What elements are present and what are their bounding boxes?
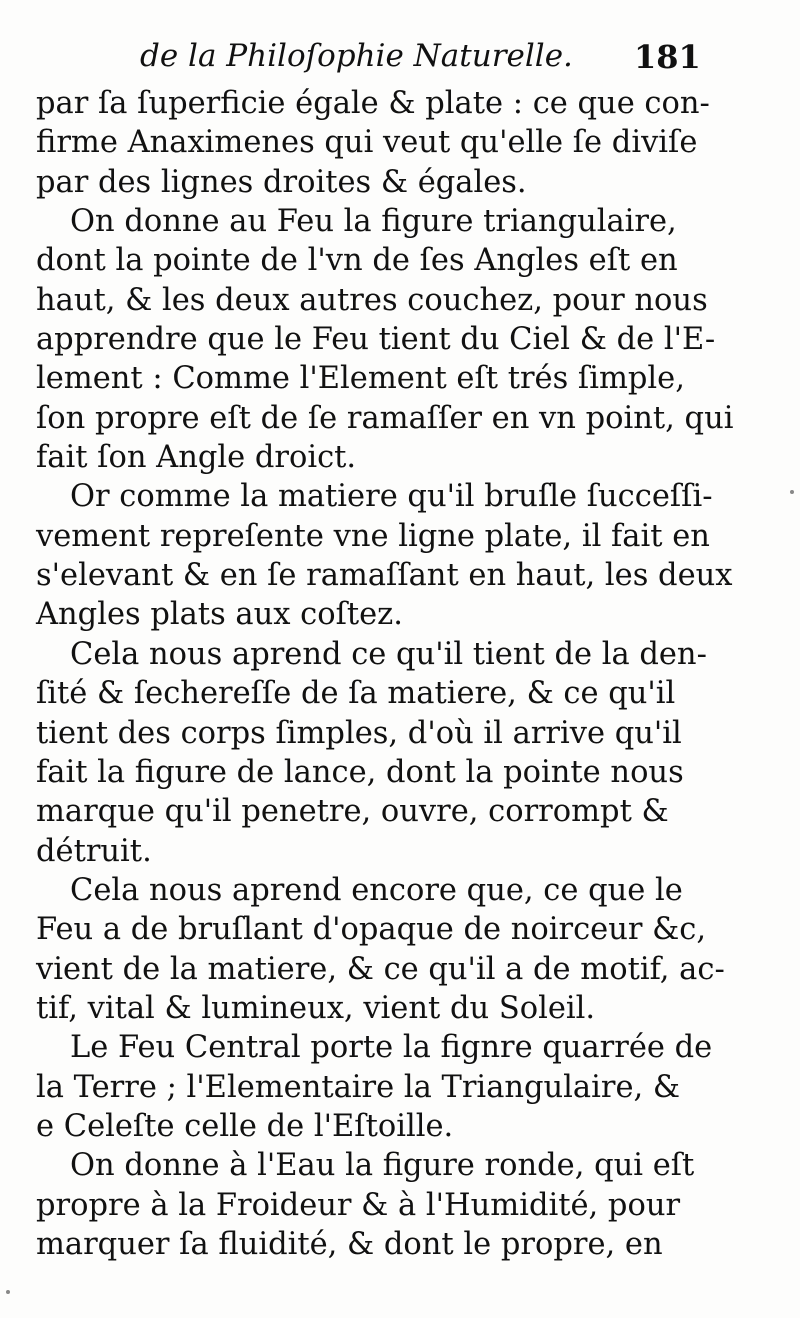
text-line: e Celeſte celle de l'Eſtoille. (36, 1108, 454, 1144)
running-head: de la Philoſophie Naturelle. (140, 38, 573, 74)
paragraph-first-line: Le Feu Central porte la fignre quarrée de (70, 1030, 713, 1066)
text-line: dont la pointe de l'vn de ſes Angles eſt en (36, 243, 678, 279)
text-line: lement : Comme l'Element eſt trés ſimple, (36, 361, 685, 397)
text-line: fait ſon Angle droict. (36, 440, 357, 476)
ink-speck (6, 1290, 10, 1294)
text-line: apprendre que le Feu tient du Ciel & de l'E- (36, 322, 716, 358)
ink-speck (790, 490, 794, 494)
paragraph-first-line: Or comme la matiere qu'il bruſle ſucceſſi- (70, 479, 713, 515)
body-text (36, 84, 734, 1264)
page-header (0, 38, 800, 86)
text-line: par des lignes droites & égales. (36, 164, 527, 200)
text-line: Angles plats aux coſtez. (36, 597, 403, 633)
text-line: s'elevant & en ſe ramaſſant en haut, les deux (36, 558, 733, 594)
text-line: Feu a de bruſlant d'opaque de noirceur &c, (36, 912, 707, 948)
paragraph-first-line: Cela nous aprend ce qu'il tient de la den- (70, 636, 707, 672)
text-line: firme Anaximenes qui veut qu'elle ſe diviſe (36, 125, 698, 161)
text-line: par ſa ſuperficie égale & plate : ce que con- (36, 86, 710, 121)
text-line: propre à la Froideur & à l'Humidité, pour (36, 1187, 681, 1223)
paragraph-first-line: On donne au Feu la figure triangulaire, (70, 204, 677, 240)
text-line: tif, vital & lumineux, vient du Soleil. (36, 990, 596, 1026)
paragraph-first-line: Cela nous aprend encore que, ce que le (70, 872, 683, 908)
page-number: 181 (634, 38, 701, 76)
text-line: haut, & les deux autres couchez, pour nous (36, 282, 708, 318)
text-line: vient de la matiere, & ce qu'il a de motif, ac- (36, 951, 725, 987)
text-line: fait la figure de lance, dont la pointe nous (36, 754, 684, 790)
text-line: vement repreſente vne ligne plate, il fait en (36, 518, 710, 554)
text-line: marque qu'il penetre, ouvre, corrompt & (36, 794, 669, 830)
text-line: détruit. (36, 833, 152, 869)
text-line: ſité & ſechereſſe de ſa matiere, & ce qu'il (36, 676, 676, 712)
paragraph-first-line: On donne à l'Eau la figure ronde, qui eſt (70, 1148, 695, 1184)
text-line: ſon propre eſt de ſe ramaſſer en vn point, qui (36, 400, 734, 436)
text-line: la Terre ; l'Elementaire la Triangulaire, & (36, 1069, 681, 1105)
text-line: tient des corps ſimples, d'où il arrive qu'il (36, 715, 682, 751)
text-line: marquer ſa fluidité, & dont le propre, en (36, 1226, 663, 1262)
